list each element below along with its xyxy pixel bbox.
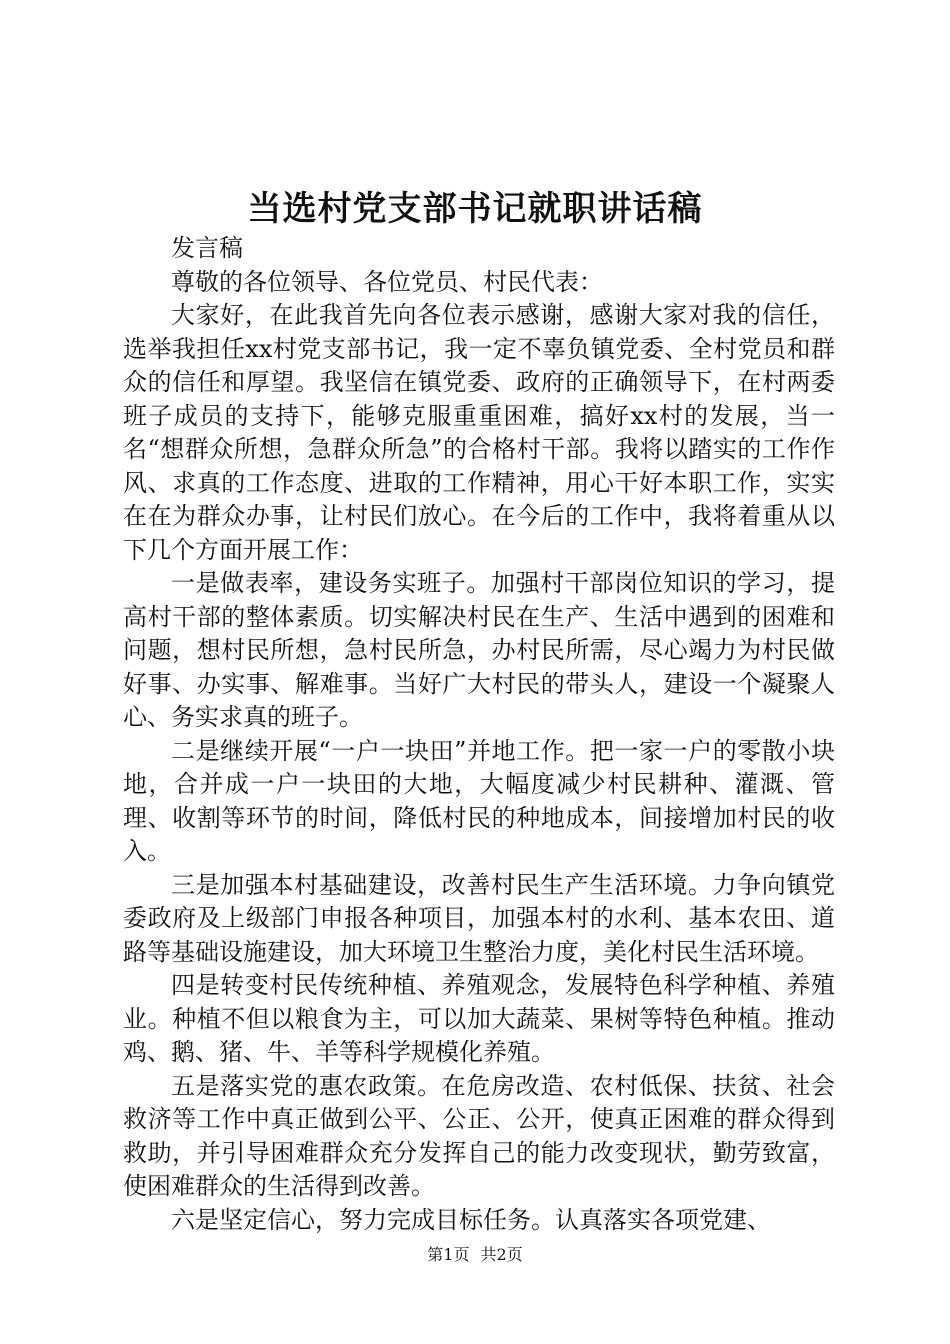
- page-footer: [0, 1244, 950, 1266]
- paragraph-point-5: 五是落实党的惠农政策。在危房改造、农村低保、扶贫、社会救济等工作中真正做到公平、公正、公开，使真正困难的群众得到救助，并引导困难群众充分发挥自己的能力改变现状，勤劳致富，使困难群众的生活得到改善。: [123, 1071, 835, 1200]
- page-number-current: 第1页: [427, 1245, 470, 1264]
- page-number-total: 共2页: [480, 1245, 523, 1264]
- paragraph-point-4: 四是转变村民传统种植、养殖观念，发展特色科学种植、养殖业。种植不但以粮食为主，可以加大蔬菜、果树等特色种植。推动鸡、鹅、猪、牛、羊等科学规模化养殖。: [123, 971, 835, 1066]
- paragraph-point-2: 二是继续开展“一户一块田”并地工作。把一家一户的零散小块地，合并成一户一块田的大地，大幅度减少村民耕种、灌溉、管理、收割等环节的时间，降低村民的种地成本，间接增加村民的收入。: [123, 736, 835, 865]
- paragraph-point-6: 六是坚定信心，努力完成目标任务。认真落实各项党建、: [171, 1205, 771, 1234]
- paragraph-point-3: 三是加强本村基础建设，改善村民生产生活环境。力争向镇党委政府及上级部门申报各种项目，加强本村的水利、基本农田、道路等基础设施建设，加大环境卫生整治力度，美化村民生活环境。: [123, 870, 835, 966]
- paragraph-point-1: 一是做表率，建设务实班子。加强村干部岗位知识的学习，提高村干部的整体素质。切实解决村民在生产、生活中遇到的困难和问题，想村民所想，急村民所急，办村民所需，尽心竭力为村民做好事、办实事、解难事。当好广大村民的带头人，建设一个凝聚人心、务实求真的班子。: [123, 569, 835, 731]
- document-title: 当选村党支部书记就职讲话稿: [247, 189, 703, 229]
- document-body: [123, 232, 835, 1237]
- paragraph-salutation: 尊敬的各位领导、各位党员、村民代表：: [171, 267, 603, 296]
- paragraph-opening: 大家好，在此我首先向各位表示感谢，感谢大家对我的信任，选举我担任xx村党支部书记，我一定不辜负镇党委、全村党员和群众的信任和厚望。我坚信在镇党委、政府的正确领导下，在村两委班子成员的支持下，能够克服重重困难，搞好xx村的发展，当一名“想群众所想，急群众所急”的合格村干部。我将以踏实的工作作风、求真的工作态度、进取的工作精神，用心干好本职工作，实实在在为群众办事，让村民们放心。在今后的工作中，我将着重从以下几个方面开展工作：: [123, 301, 835, 564]
- paragraph-type-label: 发言稿: [171, 234, 243, 262]
